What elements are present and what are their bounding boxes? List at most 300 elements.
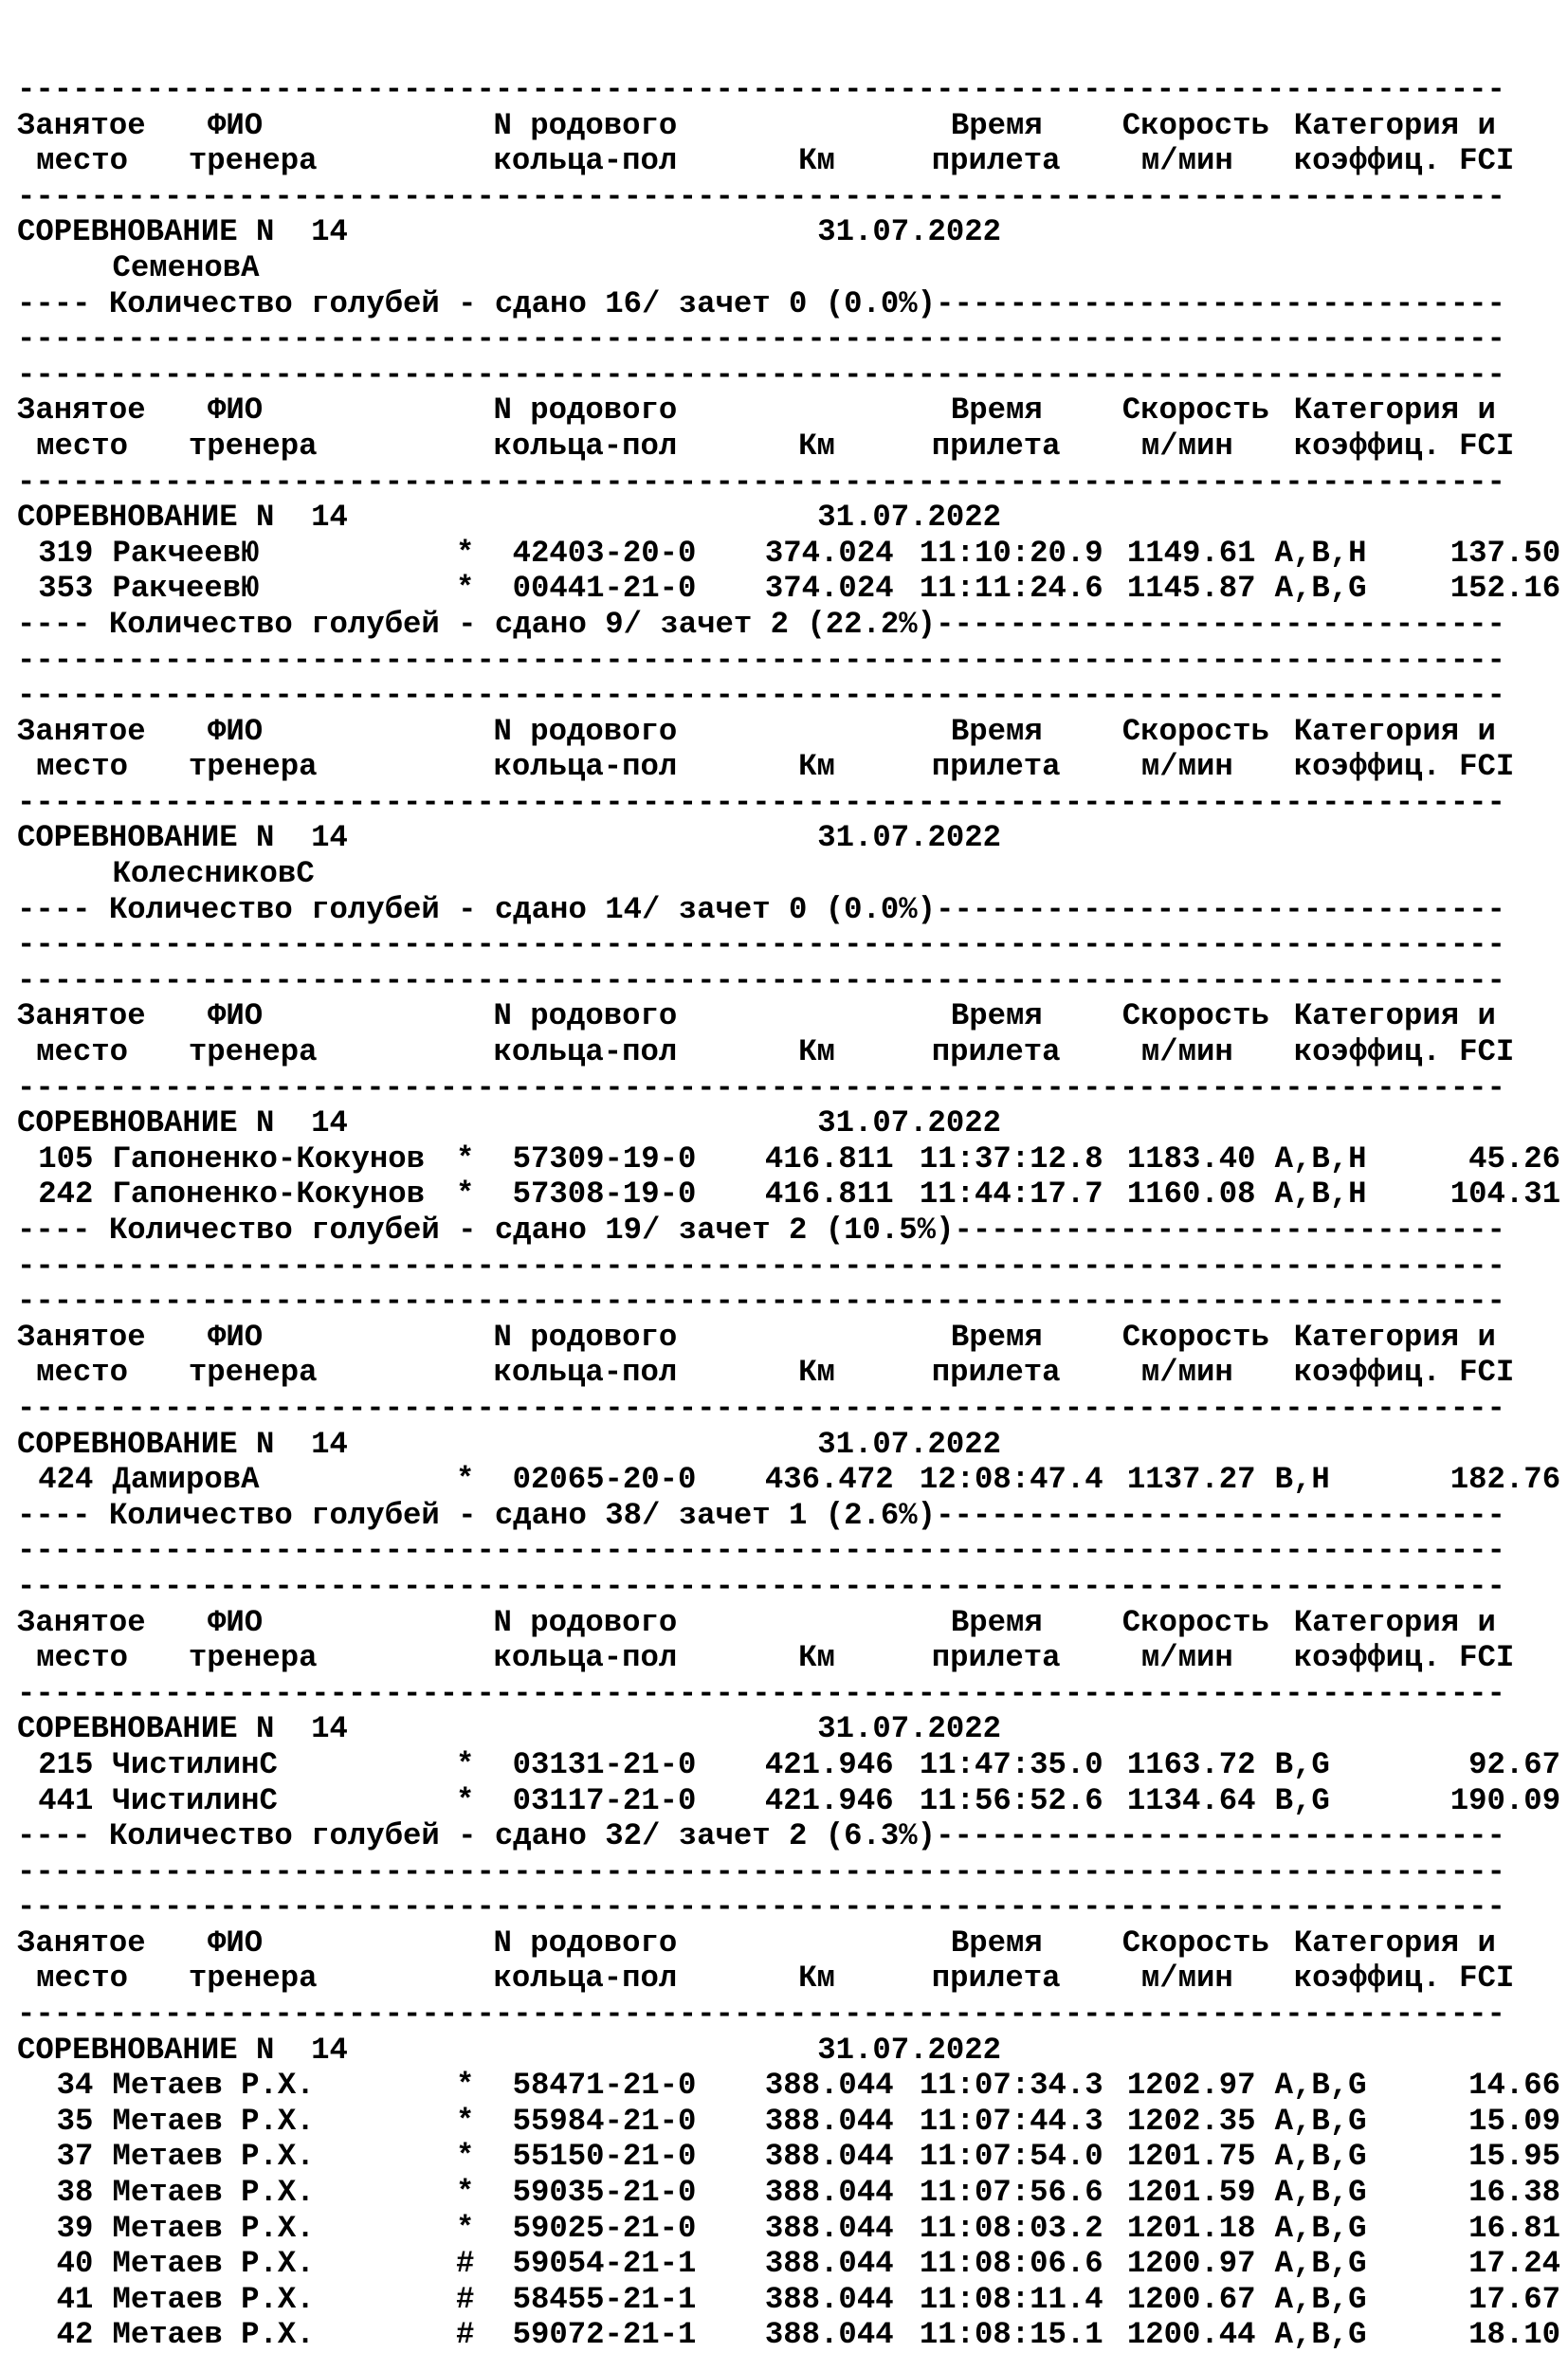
- header-label: прилета: [931, 749, 1061, 785]
- header-row-2: [17, 1034, 1515, 1070]
- header-row-2: [17, 1961, 1515, 1997]
- header-label: Занятое: [17, 713, 146, 749]
- header-row-2: [17, 1355, 1515, 1391]
- trainer-name: Метаев Р.Х.: [112, 2103, 315, 2139]
- separator-line: ---------------------------------------------------------------------------------: [17, 1997, 1505, 2033]
- header-label: прилета: [931, 1355, 1061, 1391]
- header-label: Время: [950, 713, 1043, 749]
- ring-number: 55984-21-0: [512, 2103, 697, 2139]
- mark: *: [455, 1176, 475, 1213]
- result-row: [17, 1746, 1561, 1783]
- header-label: м/мин: [1140, 1355, 1233, 1391]
- header-row-1: [17, 998, 1505, 1034]
- header-row-1: [17, 1925, 1505, 1961]
- ring-number: 59072-21-1: [512, 2317, 697, 2353]
- header-label: кольца-пол: [493, 1355, 678, 1391]
- header-label: кольца-пол: [493, 1640, 678, 1676]
- ring-number: 58471-21-0: [512, 2068, 697, 2104]
- header-label: тренера: [188, 428, 318, 464]
- place: 242: [38, 1176, 94, 1213]
- header-label: Занятое: [17, 1924, 146, 1961]
- place: 37: [56, 2139, 94, 2175]
- trainer-name: РакчеевЮ: [112, 535, 260, 571]
- distance-km: 388.044: [764, 2139, 894, 2175]
- header-label: Категория и: [1293, 1604, 1496, 1640]
- mark: *: [455, 1746, 475, 1782]
- header-label: тренера: [188, 1355, 318, 1391]
- separator-line: ---------------------------------------------------------------------------------: [17, 927, 1505, 963]
- header-label: Занятое: [17, 107, 146, 143]
- arrival-time: 11:08:15.1: [919, 2317, 1103, 2353]
- ring-number: 59054-21-1: [512, 2246, 697, 2282]
- separator-line: ---------------------------------------------------------------------------------: [17, 962, 1505, 998]
- mark: *: [455, 2210, 475, 2246]
- competition-date: 31.07.2022: [817, 500, 1002, 536]
- ring-number: 57309-19-0: [512, 1140, 697, 1176]
- competition-title: СОРЕВНОВАНИЕ N 14: [17, 1711, 348, 1747]
- competition-date: 31.07.2022: [817, 820, 1002, 856]
- separator-line: ---------------------------------------------------------------------------------: [17, 1889, 1505, 1925]
- fci-coefficient: 18.10: [1468, 2317, 1561, 2353]
- header-label: N родового: [493, 392, 678, 429]
- summary-line: ---- Количество голубей - сдано 19/ зачет 2 (10.5%)------------------------------: [17, 1213, 1505, 1248]
- distance-km: 388.044: [764, 2281, 894, 2317]
- competition-title: СОРЕВНОВАНИЕ N 14: [17, 2032, 348, 2068]
- summary-line: ---- Количество голубей - сдано 16/ зачет 0 (0.0%)-------------------------------: [17, 285, 1505, 321]
- distance-km: 388.044: [764, 2246, 894, 2282]
- header-label: Категория и: [1293, 998, 1496, 1034]
- separator-line: ---------------------------------------------------------------------------------: [17, 1853, 1505, 1889]
- speed: 1200.44: [1126, 2317, 1256, 2353]
- mark: *: [455, 2068, 475, 2104]
- arrival-time: 11:56:52.6: [919, 1782, 1103, 1818]
- speed: 1201.59: [1126, 2175, 1256, 2211]
- arrival-time: 11:07:56.6: [919, 2175, 1103, 2211]
- header-label: тренера: [188, 143, 318, 179]
- mark: *: [455, 535, 475, 571]
- header-label: место: [36, 1355, 129, 1391]
- ring-number: 42403-20-0: [512, 535, 697, 571]
- place: 42: [56, 2317, 94, 2353]
- header-label: N родового: [493, 713, 678, 749]
- fci-coefficient: 137.50: [1449, 535, 1561, 571]
- header-label: коэффиц. FCI: [1293, 749, 1515, 785]
- distance-km: 388.044: [764, 2175, 894, 2211]
- header-row-2: [17, 749, 1515, 785]
- competition-title: СОРЕВНОВАНИЕ N 14: [17, 1426, 348, 1462]
- header-label: Время: [950, 107, 1043, 143]
- trainer-name-line: [17, 856, 1505, 892]
- header-label: Скорость: [1121, 1319, 1269, 1355]
- header-label: кольца-пол: [493, 1034, 678, 1070]
- separator-line: ---------------------------------------------------------------------------------: [17, 1533, 1505, 1569]
- header-label: место: [36, 1034, 129, 1070]
- header-label: Категория и: [1293, 392, 1496, 429]
- ring-number: 59035-21-0: [512, 2175, 697, 2211]
- mark: *: [455, 1140, 475, 1176]
- arrival-time: 11:08:06.6: [919, 2246, 1103, 2282]
- arrival-time: 11:07:34.3: [919, 2068, 1103, 2104]
- fci-coefficient: 45.26: [1468, 1140, 1561, 1176]
- speed: 1183.40: [1126, 1140, 1256, 1176]
- result-row: [17, 1462, 1561, 1498]
- mark: #: [455, 2281, 475, 2317]
- trainer-name: КолесниковС: [112, 856, 315, 892]
- header-row-1: [17, 714, 1505, 750]
- result-row: [17, 2210, 1561, 2247]
- trainer-name: Метаев Р.Х.: [112, 2246, 315, 2282]
- header-label: ФИО: [208, 107, 264, 143]
- fci-coefficient: 14.66: [1468, 2068, 1561, 2104]
- header-label: кольца-пол: [493, 1961, 678, 1997]
- header-label: ФИО: [208, 713, 264, 749]
- header-label: м/мин: [1140, 1034, 1233, 1070]
- distance-km: 416.811: [764, 1140, 894, 1176]
- category: A,B,G: [1274, 2210, 1367, 2246]
- fci-coefficient: 15.09: [1468, 2103, 1561, 2139]
- header-label: место: [36, 1640, 129, 1676]
- fci-coefficient: 17.67: [1468, 2281, 1561, 2317]
- header-label: прилета: [931, 1034, 1061, 1070]
- competition-line: [17, 2033, 1505, 2069]
- header-label: Км: [798, 1640, 835, 1676]
- speed: 1137.27: [1126, 1462, 1256, 1498]
- competition-line: [17, 214, 1505, 250]
- result-row: [17, 1140, 1561, 1177]
- header-row-2: [17, 428, 1515, 465]
- competition-line: [17, 1711, 1505, 1747]
- arrival-time: 11:37:12.8: [919, 1140, 1103, 1176]
- speed: 1202.35: [1126, 2103, 1256, 2139]
- arrival-time: 11:11:24.6: [919, 571, 1103, 607]
- results-report: [17, 72, 1561, 2353]
- category: A,B,G: [1274, 2103, 1367, 2139]
- header-label: коэффиц. FCI: [1293, 1640, 1515, 1676]
- speed: 1202.97: [1126, 2068, 1256, 2104]
- summary-line: ---- Количество голубей - сдано 14/ зачет 0 (0.0%)-------------------------------: [17, 891, 1505, 927]
- mark: #: [455, 2246, 475, 2282]
- place: 40: [56, 2246, 94, 2282]
- header-label: тренера: [188, 1961, 318, 1997]
- competition-title: СОРЕВНОВАНИЕ N 14: [17, 1105, 348, 1141]
- result-row: [17, 571, 1561, 607]
- header-label: ФИО: [208, 1604, 264, 1640]
- ring-number: 03131-21-0: [512, 1746, 697, 1782]
- result-row: [17, 535, 1561, 572]
- competition-title: СОРЕВНОВАНИЕ N 14: [17, 820, 348, 856]
- speed: 1201.75: [1126, 2139, 1256, 2175]
- competition-line: [17, 500, 1505, 536]
- arrival-time: 11:47:35.0: [919, 1746, 1103, 1782]
- separator-line: ---------------------------------------------------------------------------------: [17, 1248, 1505, 1284]
- separator-line: ---------------------------------------------------------------------------------: [17, 1284, 1505, 1320]
- speed: 1201.18: [1126, 2210, 1256, 2246]
- header-label: N родового: [493, 1319, 678, 1355]
- trainer-name: СеменовА: [112, 249, 260, 285]
- header-label: Км: [798, 143, 835, 179]
- header-row-1: [17, 1320, 1505, 1356]
- header-label: коэффиц. FCI: [1293, 1355, 1515, 1391]
- mark: *: [455, 2103, 475, 2139]
- place: 353: [38, 571, 94, 607]
- place: 34: [56, 2068, 94, 2104]
- place: 38: [56, 2175, 94, 2211]
- separator-line: ---------------------------------------------------------------------------------: [17, 1568, 1505, 1604]
- header-label: коэффиц. FCI: [1293, 1961, 1515, 1997]
- fci-coefficient: 16.38: [1468, 2175, 1561, 2211]
- summary-line: ---- Количество голубей - сдано 32/ зачет 2 (6.3%)-------------------------------: [17, 1818, 1505, 1854]
- trainer-name: ЧистилинС: [112, 1782, 278, 1818]
- category: B,H: [1274, 1462, 1330, 1498]
- header-label: прилета: [931, 143, 1061, 179]
- category: A,B,G: [1274, 2068, 1367, 2104]
- ring-number: 02065-20-0: [512, 1462, 697, 1498]
- header-label: Занятое: [17, 1319, 146, 1355]
- category: A,B,G: [1274, 2317, 1367, 2353]
- header-label: место: [36, 143, 129, 179]
- separator-line: ---------------------------------------------------------------------------------: [17, 178, 1505, 214]
- header-row-1: [17, 392, 1505, 429]
- separator-line: ---------------------------------------------------------------------------------: [17, 321, 1505, 357]
- header-label: Категория и: [1293, 1319, 1496, 1355]
- separator-line: ---------------------------------------------------------------------------------: [17, 1675, 1505, 1711]
- header-label: Км: [798, 428, 835, 464]
- header-label: тренера: [188, 749, 318, 785]
- header-label: коэффиц. FCI: [1293, 143, 1515, 179]
- speed: 1134.64: [1126, 1782, 1256, 1818]
- header-label: Км: [798, 1355, 835, 1391]
- separator-line: ---------------------------------------------------------------------------------: [17, 642, 1505, 678]
- arrival-time: 11:10:20.9: [919, 535, 1103, 571]
- mark: *: [455, 1782, 475, 1818]
- header-label: м/мин: [1140, 428, 1233, 464]
- header-row-2: [17, 1640, 1515, 1676]
- fci-coefficient: 15.95: [1468, 2139, 1561, 2175]
- speed: 1149.61: [1126, 535, 1256, 571]
- mark: *: [455, 1462, 475, 1498]
- result-row: [17, 1176, 1561, 1213]
- header-label: Км: [798, 1034, 835, 1070]
- trainer-name: ДамировА: [112, 1462, 260, 1498]
- trainer-name: Метаев Р.Х.: [112, 2139, 315, 2175]
- competition-date: 31.07.2022: [817, 1426, 1002, 1462]
- header-label: прилета: [931, 1640, 1061, 1676]
- fci-coefficient: 17.24: [1468, 2246, 1561, 2282]
- trainer-name: Метаев Р.Х.: [112, 2068, 315, 2104]
- summary-line: ---- Количество голубей - сдано 38/ зачет 1 (2.6%)-------------------------------: [17, 1497, 1505, 1533]
- distance-km: 416.811: [764, 1176, 894, 1213]
- header-label: Время: [950, 1319, 1043, 1355]
- category: A,B,H: [1274, 1140, 1367, 1176]
- speed: 1163.72: [1126, 1746, 1256, 1782]
- distance-km: 374.024: [764, 535, 894, 571]
- arrival-time: 11:44:17.7: [919, 1176, 1103, 1213]
- header-label: прилета: [931, 428, 1061, 464]
- place: 215: [38, 1746, 94, 1782]
- separator-line: ---------------------------------------------------------------------------------: [17, 1390, 1505, 1426]
- category: B,G: [1274, 1746, 1330, 1782]
- header-label: тренера: [188, 1034, 318, 1070]
- trainer-name: ЧистилинС: [112, 1746, 278, 1782]
- trainer-name: Метаев Р.Х.: [112, 2281, 315, 2317]
- header-label: Скорость: [1121, 998, 1269, 1034]
- header-label: место: [36, 749, 129, 785]
- ring-number: 59025-21-0: [512, 2210, 697, 2246]
- header-label: Скорость: [1121, 392, 1269, 429]
- competition-date: 31.07.2022: [817, 214, 1002, 250]
- trainer-name-line: [17, 250, 1505, 286]
- separator-line: ---------------------------------------------------------------------------------: [17, 678, 1505, 714]
- result-row: [17, 2246, 1561, 2282]
- result-row: [17, 1782, 1561, 1819]
- distance-km: 388.044: [764, 2068, 894, 2104]
- trainer-name: Гапоненко-Кокунов: [112, 1140, 425, 1176]
- competition-title: СОРЕВНОВАНИЕ N 14: [17, 214, 348, 250]
- header-label: Категория и: [1293, 1924, 1496, 1961]
- fci-coefficient: 16.81: [1468, 2210, 1561, 2246]
- distance-km: 421.946: [764, 1746, 894, 1782]
- arrival-time: 11:08:11.4: [919, 2281, 1103, 2317]
- header-label: N родового: [493, 1604, 678, 1640]
- result-row: [17, 2317, 1561, 2353]
- header-label: Км: [798, 749, 835, 785]
- header-label: Скорость: [1121, 107, 1269, 143]
- category: A,B,H: [1274, 1176, 1367, 1213]
- distance-km: 436.472: [764, 1462, 894, 1498]
- fci-coefficient: 92.67: [1468, 1746, 1561, 1782]
- header-label: м/мин: [1140, 749, 1233, 785]
- separator-line: ---------------------------------------------------------------------------------: [17, 356, 1505, 392]
- separator-line: ---------------------------------------------------------------------------------: [17, 1069, 1505, 1105]
- ring-number: 55150-21-0: [512, 2139, 697, 2175]
- competition-line: [17, 1427, 1505, 1463]
- fci-coefficient: 104.31: [1449, 1176, 1561, 1213]
- result-row: [17, 2281, 1561, 2318]
- header-label: ФИО: [208, 998, 264, 1034]
- header-label: кольца-пол: [493, 143, 678, 179]
- header-label: кольца-пол: [493, 428, 678, 464]
- place: 441: [38, 1782, 94, 1818]
- header-row-2: [17, 143, 1515, 179]
- ring-number: 57308-19-0: [512, 1176, 697, 1213]
- category: A,B,G: [1274, 2246, 1367, 2282]
- header-label: ФИО: [208, 1924, 264, 1961]
- competition-line: [17, 820, 1505, 856]
- header-row-1: [17, 1605, 1505, 1641]
- mark: #: [455, 2317, 475, 2353]
- result-row: [17, 2175, 1561, 2211]
- place: 424: [38, 1462, 94, 1498]
- speed: 1160.08: [1126, 1176, 1256, 1213]
- competition-date: 31.07.2022: [817, 1105, 1002, 1141]
- header-label: Км: [798, 1961, 835, 1997]
- header-row-1: [17, 108, 1505, 144]
- category: A,B,G: [1274, 2175, 1367, 2211]
- header-label: Категория и: [1293, 713, 1496, 749]
- place: 105: [38, 1140, 94, 1176]
- arrival-time: 11:08:03.2: [919, 2210, 1103, 2246]
- result-row: [17, 2068, 1561, 2104]
- place: 41: [56, 2281, 94, 2317]
- category: A,B,G: [1274, 571, 1367, 607]
- header-label: N родового: [493, 1924, 678, 1961]
- trainer-name: Метаев Р.Х.: [112, 2317, 315, 2353]
- competition-date: 31.07.2022: [817, 1711, 1002, 1747]
- result-row: [17, 2139, 1561, 2175]
- speed: 1200.97: [1126, 2246, 1256, 2282]
- header-label: Занятое: [17, 392, 146, 429]
- header-label: место: [36, 428, 129, 464]
- mark: *: [455, 2175, 475, 2211]
- header-label: Время: [950, 392, 1043, 429]
- header-label: N родового: [493, 998, 678, 1034]
- fci-coefficient: 190.09: [1449, 1782, 1561, 1818]
- trainer-name: Метаев Р.Х.: [112, 2210, 315, 2246]
- result-row: [17, 2103, 1561, 2140]
- header-label: м/мин: [1140, 143, 1233, 179]
- competition-line: [17, 1105, 1505, 1141]
- arrival-time: 11:07:54.0: [919, 2139, 1103, 2175]
- arrival-time: 12:08:47.4: [919, 1462, 1103, 1498]
- competition-date: 31.07.2022: [817, 2032, 1002, 2068]
- header-label: тренера: [188, 1640, 318, 1676]
- trainer-name: Метаев Р.Х.: [112, 2175, 315, 2211]
- separator-line: ---------------------------------------------------------------------------------: [17, 72, 1505, 107]
- distance-km: 374.024: [764, 571, 894, 607]
- header-label: место: [36, 1961, 129, 1997]
- fci-coefficient: 152.16: [1449, 571, 1561, 607]
- distance-km: 421.946: [764, 1782, 894, 1818]
- header-label: Скорость: [1121, 713, 1269, 749]
- header-label: Занятое: [17, 998, 146, 1034]
- header-label: N родового: [493, 107, 678, 143]
- header-label: кольца-пол: [493, 749, 678, 785]
- fci-coefficient: 182.76: [1449, 1462, 1561, 1498]
- ring-number: 00441-21-0: [512, 571, 697, 607]
- place: 35: [56, 2103, 94, 2139]
- header-label: м/мин: [1140, 1961, 1233, 1997]
- distance-km: 388.044: [764, 2317, 894, 2353]
- header-label: Время: [950, 1604, 1043, 1640]
- speed: 1145.87: [1126, 571, 1256, 607]
- header-label: ФИО: [208, 392, 264, 429]
- place: 39: [56, 2210, 94, 2246]
- distance-km: 388.044: [764, 2210, 894, 2246]
- header-label: Время: [950, 1924, 1043, 1961]
- summary-line: ---- Количество голубей - сдано 9/ зачет 2 (22.2%)-------------------------------: [17, 606, 1505, 642]
- trainer-name: Гапоненко-Кокунов: [112, 1176, 425, 1213]
- ring-number: 03117-21-0: [512, 1782, 697, 1818]
- header-label: Время: [950, 998, 1043, 1034]
- header-label: прилета: [931, 1961, 1061, 1997]
- separator-line: ---------------------------------------------------------------------------------: [17, 464, 1505, 500]
- competition-title: СОРЕВНОВАНИЕ N 14: [17, 500, 348, 536]
- mark: *: [455, 2139, 475, 2175]
- header-label: Категория и: [1293, 107, 1496, 143]
- place: 319: [38, 535, 94, 571]
- header-label: ФИО: [208, 1319, 264, 1355]
- category: B,G: [1274, 1782, 1330, 1818]
- category: A,B,G: [1274, 2139, 1367, 2175]
- arrival-time: 11:07:44.3: [919, 2103, 1103, 2139]
- header-label: коэффиц. FCI: [1293, 1034, 1515, 1070]
- header-label: Занятое: [17, 1604, 146, 1640]
- ring-number: 58455-21-1: [512, 2281, 697, 2317]
- distance-km: 388.044: [764, 2103, 894, 2139]
- category: A,B,H: [1274, 535, 1367, 571]
- header-label: м/мин: [1140, 1640, 1233, 1676]
- trainer-name: РакчеевЮ: [112, 571, 260, 607]
